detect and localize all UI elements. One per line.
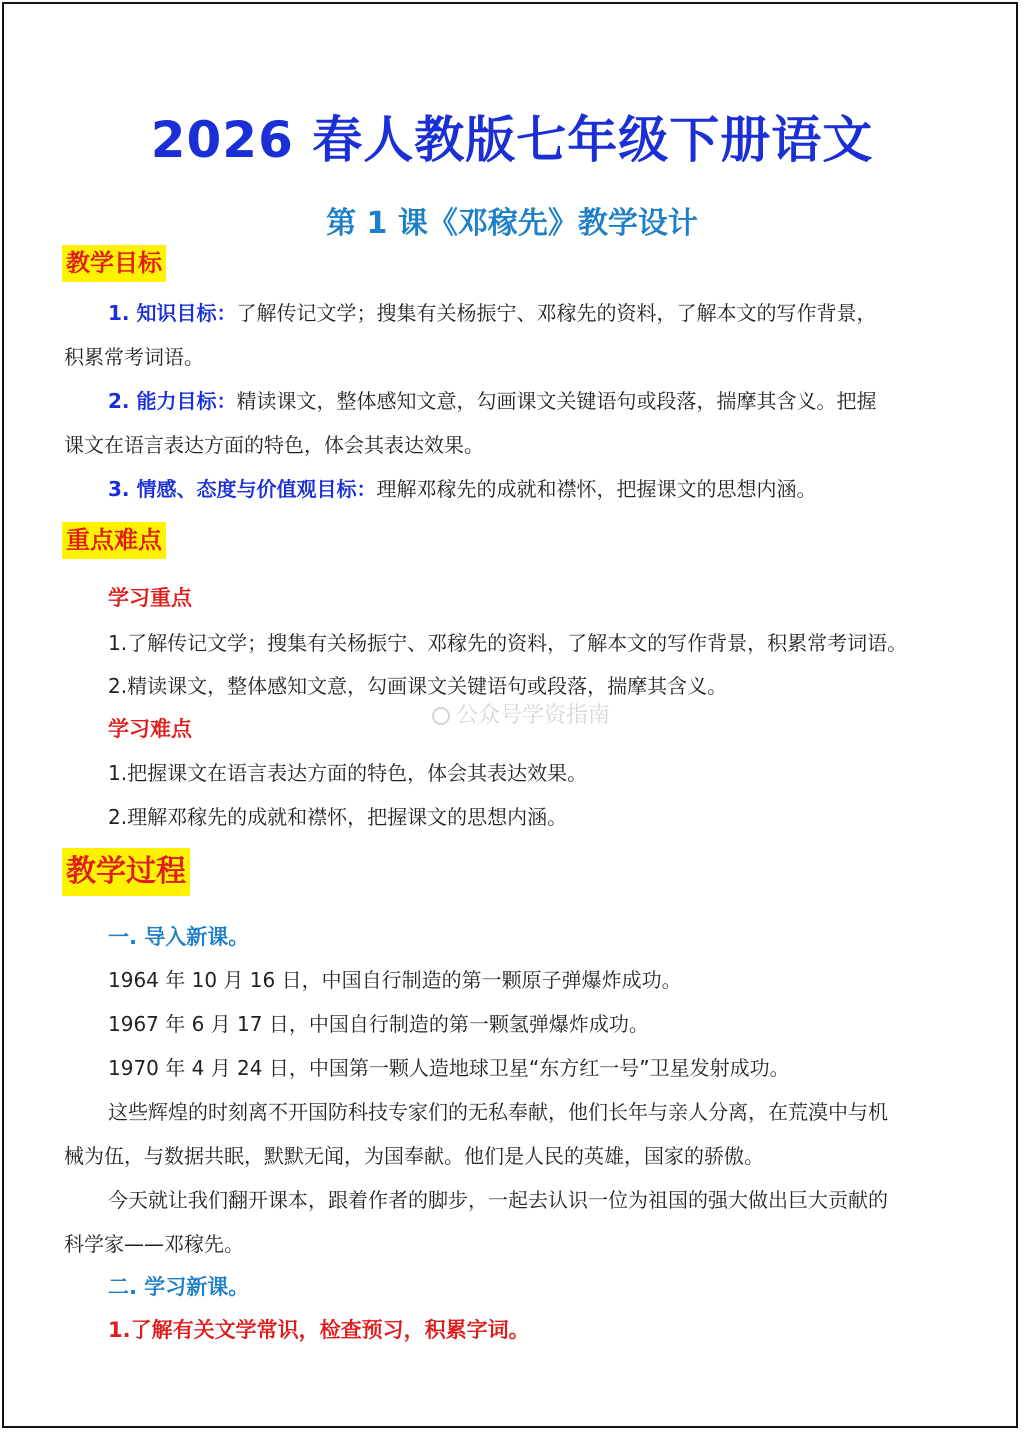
intro-paragraph-2: 今天就让我们翻开课本，跟着作者的脚步，一起去认识一位为祖国的强大做出巨大贡献的 — [108, 1188, 888, 1212]
goal-label-1: 1. 知识目标： — [108, 301, 237, 325]
section-heading-process: 教学过程 — [62, 848, 190, 896]
wechat-icon — [432, 707, 450, 725]
goal-text-3: 理解邓稼先的成就和襟怀，把握课文的思想内涵。 — [376, 477, 817, 501]
part2-item-1: 1.了解有关文学常识，检查预习，积累字词。 — [108, 1318, 530, 1342]
focus-title: 学习重点 — [108, 586, 192, 610]
page-title: 2026 春人教版七年级下册语文 — [150, 111, 874, 169]
goal-label-2: 2. 能力目标： — [108, 389, 237, 413]
goal-label-3: 3. 情感、态度与价值观目标： — [108, 477, 377, 501]
watermark — [432, 698, 610, 729]
difficulty-item-1: 1.把握课文在语言表达方面的特色，体会其表达效果。 — [108, 761, 588, 785]
intro-paragraph-1: 这些辉煌的时刻离不开国防科技专家们的无私奉献，他们长年与亲人分离，在荒漠中与机 — [108, 1100, 888, 1124]
goal-item-1-cont: 积累常考词语。 — [64, 345, 204, 369]
intro-line-2: 1967 年 6 月 17 日，中国自行制造的第一颗氢弹爆炸成功。 — [108, 1012, 649, 1036]
difficulty-title: 学习难点 — [108, 717, 192, 741]
intro-line-1: 1964 年 10 月 16 日，中国自行制造的第一颗原子弹爆炸成功。 — [108, 968, 682, 992]
goal-text-2: 精读课文，整体感知文意，勾画课文关键语句或段落，揣摩其含义。把握 — [236, 389, 877, 413]
intro-paragraph-2-cont: 科学家——邓稼先。 — [64, 1232, 244, 1256]
part2-title: 二. 学习新课。 — [108, 1275, 250, 1299]
goal-item-2 — [108, 386, 876, 416]
difficulty-item-2: 2.理解邓稼先的成就和襟怀，把握课文的思想内涵。 — [108, 805, 568, 829]
intro-line-3: 1970 年 4 月 24 日，中国第一颗人造地球卫星“东方红一号”卫星发射成功。 — [108, 1056, 790, 1080]
part1-title: 一. 导入新课。 — [108, 925, 250, 949]
focus-item-1: 1.了解传记文学；搜集有关杨振宁、邓稼先的资料，了解本文的写作背景，积累常考词语。 — [108, 631, 908, 655]
goal-item-1 — [108, 298, 876, 328]
goal-item-2-cont: 课文在语言表达方面的特色，体会其表达效果。 — [64, 433, 484, 457]
lesson-subtitle: 第 1 课《邓稼先》教学设计 — [326, 206, 698, 241]
section-heading-keypoints: 重点难点 — [62, 522, 166, 559]
goal-item-3 — [108, 474, 816, 504]
focus-item-2: 2.精读课文，整体感知文意，勾画课文关键语句或段落，揣摩其含义。 — [108, 674, 728, 698]
goal-text-1: 了解传记文学；搜集有关杨振宁、邓稼先的资料，了解本文的写作背景， — [236, 301, 877, 325]
intro-paragraph-1-cont: 械为伍，与数据共眠，默默无闻，为国奉献。他们是人民的英雄，国家的骄傲。 — [64, 1144, 764, 1168]
section-heading-goals: 教学目标 — [62, 245, 166, 282]
watermark-text: 公众号学资指南 — [456, 703, 611, 728]
